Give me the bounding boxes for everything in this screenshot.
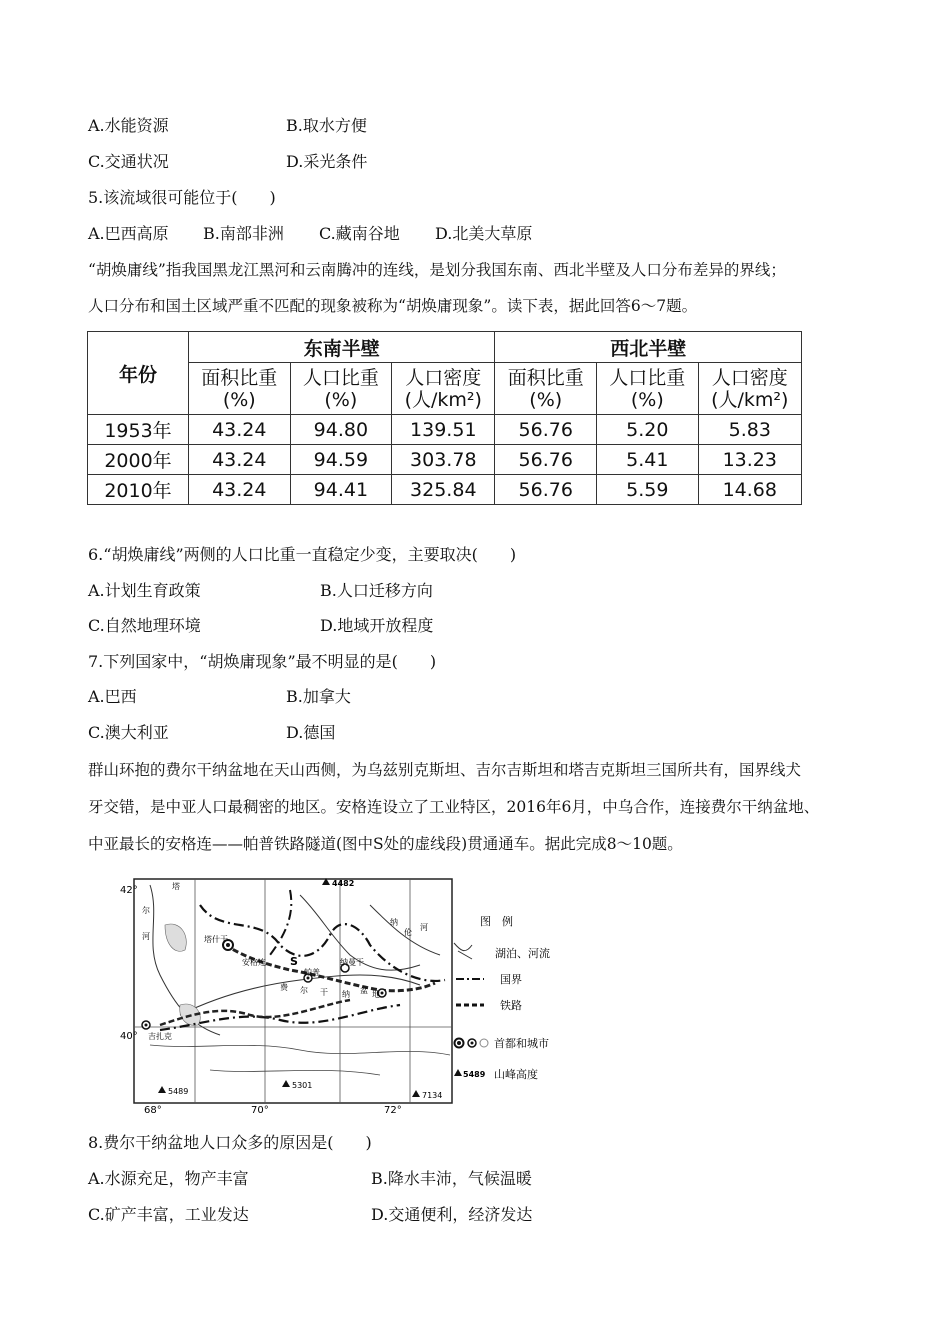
se-pop-header: 人口比重 (%) [290, 363, 392, 415]
intro2-line3: 中亚最长的安格连——帕普铁路隧道(图中S处的虚线段)贯通通车。据此完成8～10题。 [88, 835, 683, 853]
q7-option-c: C.澳大利亚 [88, 723, 169, 742]
map-frame [134, 879, 452, 1103]
group-se-header: 东南半壁 [189, 332, 495, 363]
map-label: 纳 [342, 990, 350, 999]
q4-option-d: D.采光条件 [286, 152, 368, 171]
legend-cities: 首都和城市 [494, 1037, 549, 1050]
q5-option-b: B.南部非洲 [203, 224, 284, 243]
se-area-header: 面积比重 (%) [189, 363, 291, 415]
legend-peak-value: 5489 [463, 1070, 486, 1079]
year-header: 年份 [88, 332, 189, 415]
hu-line-table [87, 331, 802, 505]
nw-area-header: 面积比重 (%) [495, 363, 597, 415]
q4-option-a: A.水能资源 [88, 116, 169, 135]
map-label: 伦 [404, 928, 412, 937]
q8-option-d: D.交通便利，经济发达 [371, 1205, 533, 1224]
lon-68-label: 68° [144, 1105, 162, 1115]
q4-option-b: B.取水方便 [286, 116, 367, 135]
map-label: 河 [420, 923, 428, 932]
legend-lakes-rivers: 湖泊、河流 [495, 947, 550, 960]
lat-40-label: 40° [120, 1031, 138, 1042]
table-row: 1953年 43.24 94.80 139.51 56.76 5.20 5.83 [88, 415, 802, 445]
peak-4482: 4482 [332, 879, 355, 888]
q8-option-b: B.降水丰沛，气候温暖 [371, 1169, 532, 1188]
city-tashkent: 塔什干 [204, 935, 228, 944]
q8-stem: 8.费尔干纳盆地人口众多的原因是( ) [88, 1133, 372, 1152]
peak-5489: 5489 [168, 1087, 189, 1096]
map-label: 干 [320, 988, 328, 997]
q7-option-a: A.巴西 [88, 687, 137, 706]
map-legend [454, 914, 550, 1081]
group-nw-header: 西北半壁 [495, 332, 802, 363]
q5-option-a: A.巴西高原 [88, 224, 169, 243]
table-row: 2010年 43.24 94.41 325.84 56.76 5.59 14.68 [88, 475, 802, 505]
q7-option-d: D.德国 [286, 723, 336, 742]
map-label: 盆 [360, 986, 368, 995]
q5-stem: 5.该流域很可能位于( ) [88, 188, 276, 207]
lon-72-label: 72° [384, 1105, 402, 1115]
tunnel-s-label: S [290, 955, 298, 968]
intro1-line2: 人口分布和国土区域严重不匹配的现象被称为“胡焕庸现象”。读下表，据此回答6～7题。 [88, 297, 698, 315]
q6-option-a: A.计划生育政策 [88, 581, 201, 600]
map-label: 尔 [300, 986, 308, 995]
city-namangan: 纳曼干 [340, 958, 364, 967]
q7-stem: 7.下列国家中，“胡焕庸现象”最不明显的是( ) [88, 652, 437, 671]
table-row: 2000年 43.24 94.59 303.78 56.76 5.41 13.23 [88, 445, 802, 475]
q6-stem: 6.“胡焕庸线”两侧的人口比重一直稳定少变，主要取决( ) [88, 545, 517, 564]
map-label: 尔 [142, 906, 150, 915]
q8-option-a: A.水源充足，物产丰富 [88, 1169, 249, 1188]
q6-option-b: B.人口迁移方向 [320, 581, 433, 600]
fergana-basin-map [120, 875, 575, 1115]
map-label: 河 [142, 932, 150, 941]
nw-density-header: 人口密度 (人/km²) [698, 363, 801, 415]
legend-railway: 铁路 [500, 999, 522, 1012]
legend-title: 图 例 [480, 915, 513, 928]
intro1-line1: “胡焕庸线”指我国黑龙江黑河和云南腾冲的连线，是划分我国东南、西北半壁及人口分布差异的界线； [88, 261, 786, 279]
peak-7134: 7134 [422, 1091, 443, 1100]
intro2-line1: 群山环抱的费尔干纳盆地在天山西侧，为乌兹别克斯坦、吉尔吉斯坦和塔吉克斯坦三国所共有，国界线犬 [88, 761, 802, 779]
map-label: 地 [372, 990, 380, 999]
city-jizzakh: 吉扎克 [148, 1032, 172, 1041]
q5-option-c: C.藏南谷地 [319, 224, 400, 243]
legend-peaks: 山峰高度 [494, 1068, 538, 1081]
lat-42-label: 42° [120, 885, 138, 896]
peak-5301: 5301 [292, 1081, 313, 1090]
q6-option-c: C.自然地理环境 [88, 616, 201, 635]
q5-option-d: D.北美大草原 [435, 224, 533, 243]
lon-70-label: 70° [251, 1105, 269, 1115]
map-label: 费 [280, 983, 288, 992]
nw-pop-header: 人口比重 (%) [597, 363, 699, 415]
city-angren: 安格连 [242, 958, 266, 967]
q7-option-b: B.加拿大 [286, 687, 351, 706]
intro2-line2: 牙交错，是中亚人口最稠密的地区。安格连设立了工业特区，2016年6月，中乌合作，连接费尔干纳盆地、 [88, 798, 820, 816]
q8-option-c: C.矿产丰富，工业发达 [88, 1205, 249, 1224]
q4-option-c: C.交通状况 [88, 152, 169, 171]
city-pap: 帕普 [304, 968, 320, 977]
se-density-header: 人口密度 (人/km²) [392, 363, 495, 415]
q6-option-d: D.地域开放程度 [320, 616, 434, 635]
map-label: 塔 [172, 882, 180, 891]
map-label: 纳 [390, 918, 398, 927]
legend-border: 国界 [500, 973, 522, 986]
